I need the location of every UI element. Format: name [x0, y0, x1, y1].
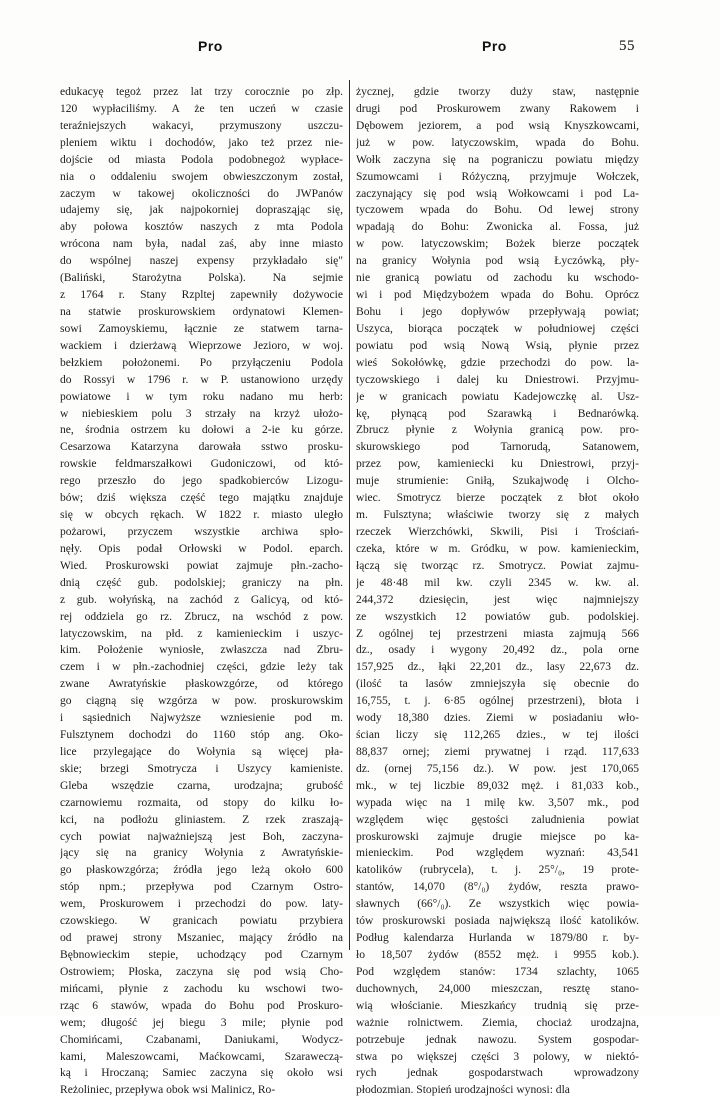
text-line: nia o oddaleniu swojem obwieszczonym został,	[60, 170, 343, 183]
text-line: Z ogólnej tej przestrzeni miasta zajmują 566	[356, 627, 639, 640]
text-line: płodozmian. Stopień urodzajności wynosi: dla	[356, 1084, 570, 1097]
text-line: wieś Sokołówkę, gdzie przechodzi do pow. la-	[356, 356, 639, 369]
text-line: mk., w tej liczbie 89,032 męż. i 81,033 kob.,	[356, 779, 639, 792]
text-line: wody 18,380 dzies. Ziemi w posiadaniu wło-	[356, 712, 639, 725]
text-line: z 1764 r. Stany Rzpltej zapewniły dożywocie	[60, 289, 343, 302]
text-line: od prawej strony Mszaniec, mający źródło na	[60, 932, 343, 945]
text-line: dz., osady i wygony 20,492 dz., pola orne	[356, 644, 639, 657]
text-line: przez pow, kamieniecki ku Dniestrowi, przyj-	[356, 458, 639, 471]
text-line: je w granicach powiatu Kadejowczkę al. Usz-	[356, 390, 639, 403]
text-line: tyczowem wpada do Bohu. Od lewej strony	[356, 204, 639, 217]
text-line: (Baliński, Starożytna Polska). Na sejmie	[60, 272, 343, 285]
text-line: kim. Położenie wyniosłe, zwłaszcza nad Zbru-	[60, 644, 343, 657]
text-line: (ilość ta lasów zmniejszyła się obecnie do	[356, 678, 639, 691]
text-line: Cesarzowa Katarzyna darowała sstwo prosku-	[60, 441, 343, 454]
text-line: Szumowcami i Różyczną, przyjmuje Wołczek,	[356, 170, 639, 183]
text-line: Fulsztynem dochodzi do 1160 stóp ang. Oko-	[60, 729, 343, 742]
text-line: muje strumienie: Gniłą, Szukajwodę i Olcho-	[356, 475, 639, 488]
text-line: do Rossyi w 1796 r. w P. ustanowiono urzędy	[60, 373, 343, 386]
text-line: 157,925 dz., łąki 22,201 dz., lasy 22,673 dz.	[356, 661, 639, 674]
text-line: w pow. latyczowskim; Bożek bierze początek	[356, 238, 639, 251]
text-line: ką i Hroczaną; Samiec zaczyna się około wsi	[60, 1067, 343, 1080]
text-line: stóp npm.; przepływa pod Czarnym Ostro-	[60, 881, 343, 894]
text-line: skurowskiego pod Tarnorudą, Satanowem,	[356, 441, 639, 454]
text-line: Pod względem stanów: 1734 szlachty, 1065	[356, 965, 639, 978]
text-line: wem; długość jej biegu 3 mile; płynie pod	[60, 1016, 343, 1029]
text-line: na statwie proskurowskiem ordynatowi Klemen-	[60, 305, 343, 318]
text-line: dojście od miasta Podola podobnegoż wypłace-	[60, 153, 343, 166]
left-text-column	[60, 84, 343, 1097]
text-line: wackiem i dzierżawą Wieprzowe Jezioro, w woj.	[60, 339, 343, 352]
text-line: zwane Awratyńskie płaskowzgórze, od którego	[60, 678, 343, 691]
text-line: wpadają do Bohu: Zwonicka al. Fossa, już	[356, 221, 639, 234]
text-line: Zbrucz płynie z Wołynia granicą pow. pro-	[356, 424, 639, 437]
text-line: bełzkiem położonemi. Po przyłączeniu Podola	[60, 356, 343, 369]
text-line: i sąsiednich Najwyższe wzniesienie pod m.	[60, 712, 343, 725]
text-line: skie; brzegi Smotrycza i Uszycy kamieniste.	[60, 762, 343, 775]
text-line: aby połowa kosztów naszych z mta Podola	[60, 221, 343, 234]
text-line: Wied. Proskurowski powiat zajmuje płn.-zacho-	[60, 559, 343, 572]
text-line: czeka, które w m. Gródku, w pow. kamienieckim,	[356, 542, 639, 555]
text-line: kci, na podłożu gliniastem. Z rzek zraszają-	[60, 813, 343, 826]
text-line: Bohu i jego dopływów przepływają powiat;	[356, 305, 639, 318]
text-line: 244,372 dziesięcin, jest więc najmniejszy	[356, 593, 639, 606]
text-line: się w obcych rękach. W 1822 r. miasto uległo	[60, 509, 343, 522]
text-line: tyczowskiego i dalej ku Dniestrowi. Przyjmu-	[356, 373, 639, 386]
text-line: wrócona nam była, nadal zaś, aby inne miasto	[60, 238, 343, 251]
text-line: 16,755, t. j. 6·85 ogólnej przestrzeni), błota i	[356, 695, 639, 708]
text-line: ścian liczy się 112,265 dzies., w tej ilości	[356, 729, 639, 742]
text-line: duchownych, 24,000 mieszczan, resztę stano-	[356, 982, 639, 995]
text-line: z gub. wołyńską, na zachód z Galicyą, od któ-	[60, 593, 343, 606]
text-line: ze wszystkich 12 powiatów gub. podolskiej.	[356, 610, 639, 623]
text-line: ważnie rolnictwem. Ziemia, chociaż urodzajna,	[356, 1016, 639, 1029]
text-line: zaczym w takowej okoliczności do JWPanów	[60, 187, 343, 200]
text-line: czarnowiemu rozmaita, od stopy do kilku ło-	[60, 796, 343, 809]
text-line: wypada więc na 1 milę kw. 3,507 mk., pod	[356, 796, 639, 809]
right-text-column	[356, 84, 639, 1097]
text-line: pleniem wiktu i dochodów, jako też przez nie-	[60, 136, 343, 149]
text-line: sowi Zamoyskiemu, łącznie ze statwem tarna-	[60, 322, 343, 335]
text-line: rej oddziela go rz. Zbrucz, na wschód z pow.	[60, 610, 343, 623]
text-line: wem, Proskurowem i przechodzi do pow. laty-	[60, 898, 343, 911]
text-line: cych powiat najważniejszą jest Boh, zaczyna-	[60, 830, 343, 843]
text-line: kami, Maleszowcami, Maćkowcami, Szaraweczą-	[60, 1050, 343, 1063]
text-line: Podług kalendarza Hurlanda w 1879/80 r. by-	[356, 932, 639, 945]
text-line: wią włościanie. Mieszkańcy trudnią się prze-	[356, 999, 639, 1012]
text-line: potrzebuje jednak nawozu. System gospodar-	[356, 1033, 639, 1046]
text-line: mienieckim. Pod względem wyznań: 43,541	[356, 847, 639, 860]
text-line: bów; dziś większa część tego majątku znajduje	[60, 492, 343, 505]
text-line: drugi pod Proskurowem zwany Rakowem i	[356, 102, 639, 115]
text-line: rząc 6 stawów, wpada do Bohu pod Proskuro-	[60, 999, 343, 1012]
text-line: w niebieskiem polu 3 strzały na krzyż ułożo-	[60, 407, 343, 420]
text-line: Reżoliniec, przepływa obok wsi Malinicz, Ro-	[60, 1084, 276, 1097]
text-line: 120 wypłaciliśmy. A że ten uczeń w czasie	[60, 102, 343, 115]
text-line: dz. (ornej 75,156 dz.). W pow. jest 170,065	[356, 762, 639, 775]
text-line: tów proskurowski posiada największą ilość katolików.	[356, 915, 639, 928]
text-line: powiatu pod wsią Nową Wsią, płynie przez	[356, 339, 639, 352]
text-line: powiatowe i w tym roku nadano mu herb:	[60, 390, 343, 403]
text-line: edukacyę tegoż przez lat trzy corocznie po złp.	[60, 86, 343, 98]
text-line: względem więc gęstości zaludnienia powiat	[356, 813, 639, 826]
text-line: Dębowem jeziorem, a pod wsią Knyszkowcami,	[356, 119, 639, 132]
text-line: nie granicą powiatu od zachodu ku wschodo-	[356, 272, 639, 285]
text-line: jący się na granicy Wołynia z Awratyńskie-	[60, 847, 343, 860]
column-divider	[349, 80, 350, 950]
text-line: wiec. Smotrycz bierze początek z błot około	[356, 492, 639, 505]
text-line: m. Fulsztyna; właściwie tworzy się z małych	[356, 509, 639, 522]
text-line: stwa po większej części 3 polowy, w niektó-	[356, 1050, 639, 1063]
text-line: łączą się tworząc rz. Smotrycz. Powiat zajmu-	[356, 559, 639, 572]
text-line: Gleba wszędzie czarna, urodzajna; grubość	[60, 779, 343, 792]
text-line: dnią część gub. podolskiej; graniczy na płn.	[60, 576, 343, 589]
text-line: katolików (rubrycela), t. j. 25°/₀, 19 prote-	[356, 864, 639, 877]
text-line: lice przylegające do Wołynia są więcej pła-	[60, 745, 343, 758]
text-line: ne, środnia ostrzem ku dołowi a 2-ie ku górze.	[60, 424, 343, 437]
text-line: Bębnowieckim stepie, uchodzący pod Czarnym	[60, 949, 343, 962]
text-line: udajemy się, jak najpokorniej doprasząjąc się,	[60, 204, 343, 217]
text-line: na granicy Wołynia pod wsią Łyczówką, pły-	[356, 255, 639, 268]
text-line: stantów, 14,070 (8°/₀) żydów, reszta prawo-	[356, 881, 639, 894]
text-line: ło 18,507 żydów (8552 męż. i 9955 kob.).	[356, 949, 639, 962]
text-line: rego przeszło do jego spadkobierców Lizogu-	[60, 475, 343, 488]
page-number: 55	[619, 38, 635, 54]
running-head-right: Pro	[482, 38, 507, 54]
text-line: Chomińcami, Czabanami, Daniukami, Wodycz-	[60, 1033, 343, 1046]
text-line: już w pow. latyczowskim, wpada do Bohu.	[356, 136, 639, 149]
text-line: zaczynający się pod wsią Wołkowcami i pod La-	[356, 187, 639, 200]
text-line: latyczowskim, na płd. z kamienieckim i uszyc-	[60, 627, 343, 640]
text-line: do wspólnej naszej expensy przykładało się"	[60, 255, 343, 268]
text-line: sławnych (66°/₀). Ze wszystkich więc powia-	[356, 898, 639, 911]
text-line: rowskie feldmarszałkowi Gudoniczowi, od któ-	[60, 458, 343, 471]
text-line: wi i pod Międzybożem wpada do Bohu. Oprócz	[356, 289, 639, 302]
text-line: teraźniejszych wakacyi, przymuszony uszczu-	[60, 119, 343, 132]
running-head-left: Pro	[198, 38, 223, 54]
text-line: 88,837 ornej; ziemi prywatnej i rząd. 117,633	[356, 745, 639, 758]
text-line: Ostrowiem; Płoska, zaczyna się pod wsią Cho-	[60, 965, 343, 978]
text-line: Uszyca, biorąca początek w południowej części	[356, 322, 639, 335]
text-line: je 48·48 mil kw. czyli 2345 w. kw. al.	[356, 576, 639, 589]
text-line: nęły. Opis podał Orłowski w Podol. eparch.	[60, 542, 343, 555]
text-line: proskurowski zajmuje drugie miejsce po ka-	[356, 830, 639, 843]
text-line: Wołk zaczyna się na pograniczu powiatu między	[356, 153, 639, 166]
text-line: czem i w płn.-zachodniej części, gdzie leży tak	[60, 661, 343, 674]
text-line: go płaskowzgórza; źródła jego leżą około 600	[60, 864, 343, 877]
text-line: kę, płynącą pod Szarawką i Bednarówką.	[356, 407, 639, 420]
text-line: rzeczek Wierzchówki, Skwili, Pisi i Trościań-	[356, 525, 639, 538]
text-line: życznej, gdzie tworzy duży staw, następnie	[356, 86, 639, 98]
text-line: go ciągną się wzgórza w pow. proskurowskim	[60, 695, 343, 708]
text-line: mińcami, płynie z zachodu ku wschowi two-	[60, 982, 343, 995]
text-line: pożarowi, przyczem wszystkie archiwa spło-	[60, 525, 343, 538]
text-line: rych jednak gospodarstwach wprowadzony	[356, 1067, 639, 1080]
text-line: czowskiego. W granicach powiatu przybiera	[60, 915, 343, 928]
